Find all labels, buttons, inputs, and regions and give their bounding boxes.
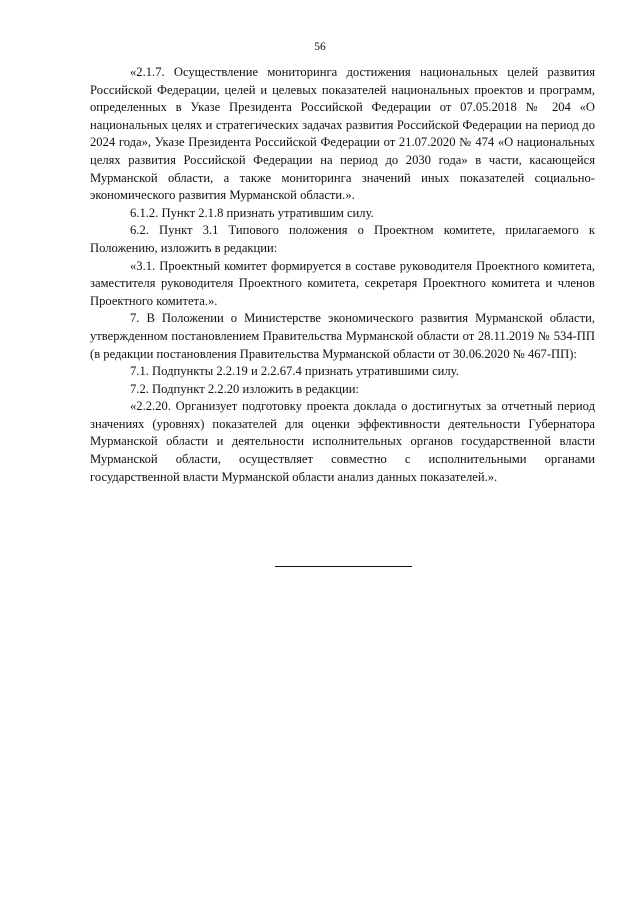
paragraph-6-1-2: 6.1.2. Пункт 2.1.8 признать утратившим силу.: [130, 205, 374, 220]
closing-divider: [275, 566, 412, 567]
paragraph-3-1: «3.1. Проектный комитет формируется в составе руководителя Проектного комитета, заместителя руководителя Проектного комитета, секретаря Проектного комитета и членов Проектного комитета.».: [90, 258, 595, 308]
page-number: 56: [314, 41, 326, 53]
paragraph-7-2: 7.2. Подпункт 2.2.20 изложить в редакции:: [130, 381, 359, 396]
document-body: [90, 64, 595, 486]
paragraph-6-2: 6.2. Пункт 3.1 Типового положения о Проектном комитете, прилагаемого к Положению, изложить в редакции:: [90, 223, 595, 255]
paragraph-2-2-20: «2.2.20. Организует подготовку проекта доклада о достигнутых за отчетный период значениях (уровнях) показателей для оценки эффективности деятельности Губернатора Мурманской области и деятельности исполнительных органов государственной власти Мурманской области, осуществляет совместно с исполнительными органами государственной власти Мурманской области анализ данных показателей.».: [90, 399, 595, 484]
paragraph-2-1-7: «2.1.7. Осуществление мониторинга достижения национальных целей развития Российской Федерации, целей и целевых показателей национальных проектов и программ, определенных в Указе Президента Российской Федерации от 07.05.2018 № 204 «О национальных целях и стратегических задачах развития Российской Федерации на период до 2024 года», Указе Президента Российской Федерации от 21.07.2020 № 474 «О национальных целях развития Российской Федерации на период до 2030 года» в части, касающейся Мурманской области, а также мониторинга значений иных показателей социально-экономического развития Мурманской области.».: [90, 65, 595, 203]
paragraph-7-1: 7.1. Подпункты 2.2.19 и 2.2.67.4 признать утратившими силу.: [130, 364, 459, 379]
paragraph-7: 7. В Положении о Министерстве экономического развития Мурманской области, утвержденном постановлением Правительства Мурманской области от 28.11.2019 № 534-ПП (в редакции постановления Правительства Мурманской области от 30.06.2020 № 467-ПП):: [90, 311, 595, 361]
